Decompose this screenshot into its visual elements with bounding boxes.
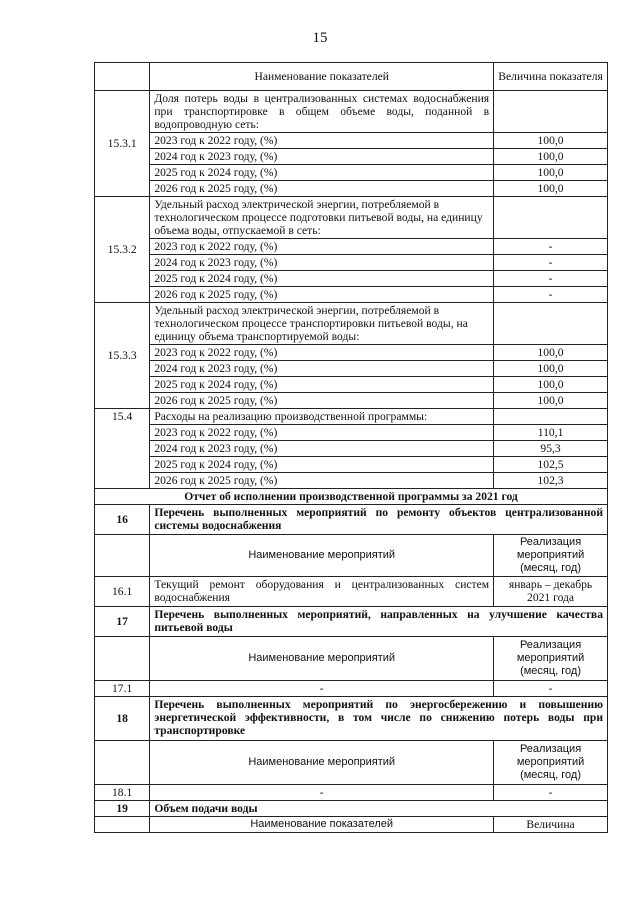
table-row — [95, 255, 608, 271]
table-row — [95, 393, 608, 409]
table-row — [95, 441, 608, 457]
page-number: 15 — [312, 30, 328, 46]
row-label: 2023 год к 2022 году, (%) — [150, 239, 494, 255]
table-row — [95, 785, 608, 801]
row-value: - — [494, 287, 608, 303]
header-name-col: Наименование показателей — [150, 63, 494, 91]
header-value-col: Величина — [494, 817, 608, 833]
table-row — [95, 133, 608, 149]
row-number: 18.1 — [95, 785, 150, 801]
table-row — [95, 681, 608, 697]
row-value: январь – декабрь 2021 года — [494, 577, 608, 607]
section-title: Объем подачи воды — [150, 801, 608, 817]
row-value: 102,3 — [494, 473, 608, 489]
empty-cell — [494, 303, 608, 345]
section-title: Перечень выполненных мероприятий, направленных на улучшение качества питьевой воды — [150, 607, 608, 637]
row-number: 15.3.3 — [95, 303, 150, 409]
table-row — [95, 197, 608, 239]
table-row — [95, 287, 608, 303]
row-label: 2024 год к 2023 году, (%) — [150, 441, 494, 457]
row-label: 2023 год к 2022 году, (%) — [150, 425, 494, 441]
row-number: 15.3.2 — [95, 197, 150, 303]
row-value: - — [494, 681, 608, 697]
row-number: 16 — [95, 505, 150, 535]
row-label: 2025 год к 2024 году, (%) — [150, 457, 494, 473]
empty-cell — [494, 409, 608, 425]
measures-name-col: Наименование мероприятий — [150, 741, 494, 785]
table-row — [95, 181, 608, 197]
row-value: 100,0 — [494, 149, 608, 165]
table-row — [95, 271, 608, 287]
table-header-row — [95, 63, 608, 91]
row-number: 15.4 — [95, 409, 150, 489]
measures-name-col: Наименование мероприятий — [150, 637, 494, 681]
implementation-col: Реализация мероприятий (месяц, год) — [494, 637, 608, 681]
table-row — [95, 637, 608, 681]
table-row — [95, 409, 608, 425]
row-number: 19 — [95, 801, 150, 817]
table-row — [95, 377, 608, 393]
indicators-table — [94, 62, 608, 833]
row-label: 2024 год к 2023 году, (%) — [150, 149, 494, 165]
row-value: - — [494, 271, 608, 287]
row-label: - — [150, 681, 494, 697]
row-number: 15.3.1 — [95, 91, 150, 197]
row-value: 100,0 — [494, 133, 608, 149]
section-title: Перечень выполненных мероприятий по энергосбережению и повышению энергетической эффективности, в том числе по снижению потерь воды при транспортировке — [150, 697, 608, 741]
row-label: 2025 год к 2024 году, (%) — [150, 377, 494, 393]
row-value: 100,0 — [494, 181, 608, 197]
row-label: 2026 год к 2025 году, (%) — [150, 393, 494, 409]
report-title: Отчет об исполнении производственной программы за 2021 год — [95, 489, 608, 505]
row-number: 18 — [95, 697, 150, 741]
row-label: 2026 год к 2025 году, (%) — [150, 473, 494, 489]
empty-cell — [494, 197, 608, 239]
section-title: Удельный расход электрической энергии, потребляемой в технологическом процессе подготовки питьевой воды, на единицу объема воды, отпускаемой в сеть: — [150, 197, 494, 239]
table-row — [95, 165, 608, 181]
header-name-col: Наименование показателей — [150, 817, 494, 833]
section-title: Перечень выполненных мероприятий по ремонту объектов централизованной системы водоснабжения — [150, 505, 608, 535]
table-row — [95, 697, 608, 741]
row-value: 102,5 — [494, 457, 608, 473]
table-row — [95, 607, 608, 637]
row-value: 110,1 — [494, 425, 608, 441]
table-row — [95, 577, 608, 607]
row-number: 17 — [95, 607, 150, 637]
row-label: 2023 год к 2022 году, (%) — [150, 345, 494, 361]
row-label: 2024 год к 2023 году, (%) — [150, 255, 494, 271]
empty-cell — [494, 91, 608, 133]
row-value: 100,0 — [494, 377, 608, 393]
table-row — [95, 457, 608, 473]
row-label: 2026 год к 2025 году, (%) — [150, 287, 494, 303]
row-value: - — [494, 255, 608, 271]
row-value: - — [494, 239, 608, 255]
table-row — [95, 149, 608, 165]
measures-name-col: Наименование мероприятий — [150, 535, 494, 577]
row-label: 2023 год к 2022 году, (%) — [150, 133, 494, 149]
table-row — [95, 505, 608, 535]
table-row — [95, 361, 608, 377]
table-row — [95, 303, 608, 345]
row-value: 100,0 — [494, 393, 608, 409]
table-row — [95, 91, 608, 133]
empty-cell — [95, 817, 150, 833]
table-row — [95, 239, 608, 255]
empty-cell — [95, 637, 150, 681]
row-label: 2024 год к 2023 году, (%) — [150, 361, 494, 377]
section-title: Удельный расход электрической энергии, потребляемой в технологическом процессе транспортировки питьевой воды, на единицу объема транспортируемой воды: — [150, 303, 494, 345]
row-value: 100,0 — [494, 165, 608, 181]
table-row — [95, 489, 608, 505]
empty-cell — [95, 535, 150, 577]
row-label: 2025 год к 2024 году, (%) — [150, 271, 494, 287]
header-num-cell — [95, 63, 150, 91]
table-row — [95, 473, 608, 489]
header-value-col: Величина показателя — [494, 63, 608, 91]
implementation-col: Реализация мероприятий (месяц, год) — [494, 535, 608, 577]
implementation-col: Реализация мероприятий (месяц, год) — [494, 741, 608, 785]
table-row — [95, 345, 608, 361]
row-value: - — [494, 785, 608, 801]
table-row — [95, 741, 608, 785]
section-title: Расходы на реализацию производственной программы: — [150, 409, 494, 425]
row-number: 17.1 — [95, 681, 150, 697]
row-value: 100,0 — [494, 345, 608, 361]
row-label: 2026 год к 2025 году, (%) — [150, 181, 494, 197]
row-value: 100,0 — [494, 361, 608, 377]
row-value: 95,3 — [494, 441, 608, 457]
empty-cell — [95, 741, 150, 785]
row-label: - — [150, 785, 494, 801]
table-row — [95, 801, 608, 817]
row-label: 2025 год к 2024 году, (%) — [150, 165, 494, 181]
section-title: Доля потерь воды в централизованных системах водоснабжения при транспортировке в общем объеме воды, поданной в водопроводную сеть: — [150, 91, 494, 133]
row-label: Текущий ремонт оборудования и централизованных систем водоснабжения — [150, 577, 494, 607]
table-row — [95, 425, 608, 441]
row-number: 16.1 — [95, 577, 150, 607]
table-row — [95, 817, 608, 833]
table-row — [95, 535, 608, 577]
